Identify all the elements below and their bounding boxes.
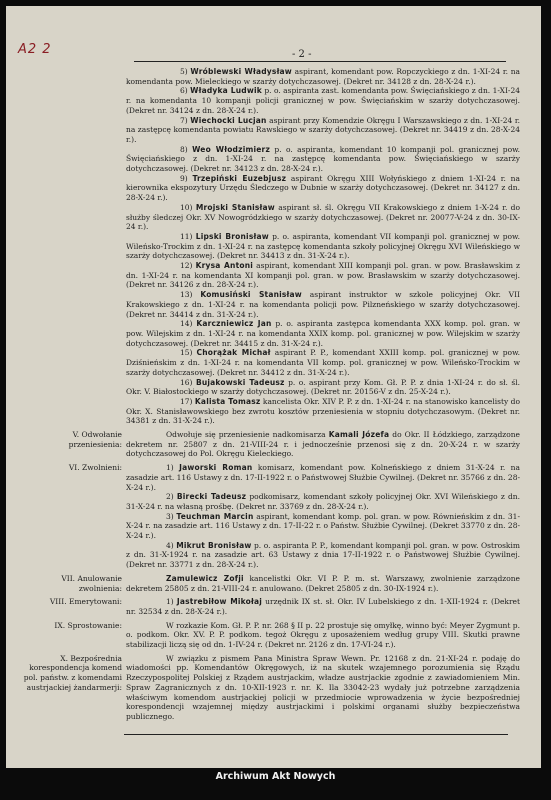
person-name: Zamulewicz Zofji bbox=[166, 573, 244, 583]
item-text: aspirant, komendant pow. Ropczyckiego z dn. 1-XI-24 r. na komendanta pow. Mieleckiego w szarży dotychczasowej. (Dekret nr. 34128 z dn. 28-X-24 r.). bbox=[126, 67, 520, 86]
item-text: p. o. aspiranta, komendant 10 kompanji pol. granicznej pow. Święciańskiego z dn. 1-XI-24 r. na zastępcę komendanta pow. Święciańskiego w szarży dotychczasowej. (Dekret nr. 34123 z dn. 28-X-24 r.). bbox=[126, 144, 521, 174]
list-item bbox=[126, 116, 520, 145]
person-name: Chorążak Michał bbox=[196, 348, 271, 358]
person-name: Kalista Tomasz bbox=[194, 396, 261, 406]
item-number: 14) bbox=[180, 319, 193, 329]
archive-footer: Archiwum Akt Nowych bbox=[215, 771, 336, 782]
item-number: 13) bbox=[180, 290, 193, 300]
person-name: Wróblewski Władysław bbox=[190, 67, 292, 76]
person-name: Krysa Antoni bbox=[195, 261, 254, 271]
person-name: Władyka Ludwik bbox=[190, 86, 262, 96]
paragraph-text: aspirant, komendant komp. pol. gran. w pow. Równieńskim z dn. 31-X-24 r. na zasadzie art. 116 Ustawy z dn. 17-II-22 r. o Państw. Służbie Cywilnej. (Dekret 33770 z dn. 28-X-24 r.). bbox=[126, 511, 520, 541]
item-text: aspirant przy Komendzie Okręgu I Warszawskiego z dn. 1-XI-24 r. na zastępcę komendanta powiatu Rawskiego w szarży dotychczasowej. (Dekret nr. 34419 z dn. 28-X-24 r.). bbox=[126, 115, 520, 144]
item-text: aspirant P. P., komendant XXIII komp. pol. granicznej w pow. Dziśnieńskim z dn. 1-XI-24 r. na komendanta VII komp. pol. granicznej w pow. Wileńsko-Trockim w szarży dotychczasowej. (Dekret nr. 34412 z dn. 31-X-24 r.). bbox=[126, 348, 520, 377]
item-text: aspirant, komendant XIII kompanji pol. gran. w pow. Brasławskim z dn. 1-XI-24 r. na komendanta XI kompanji pol. gran. w pow. Brasławskim w szarży dotychczasowej. (Dekret nr. 34126 z dn. 28-X-24 r.). bbox=[126, 261, 521, 290]
person-name: Komusiński Stanisław bbox=[200, 290, 302, 300]
section-paragraph bbox=[126, 463, 520, 492]
list-item bbox=[126, 319, 520, 348]
section-heading: X. Bezpośrednia korespondencja komend pol. państw. z komendami austrjackiej żandarmerji: bbox=[23, 653, 122, 692]
section-heading: VIII. Emerytowani: bbox=[49, 597, 122, 607]
section bbox=[18, 430, 520, 459]
list-item bbox=[126, 174, 520, 203]
top-rule bbox=[134, 61, 506, 62]
item-prefix: 3) bbox=[166, 511, 177, 521]
section-heading: VII. Anulowanie zwolnienia: bbox=[61, 573, 122, 593]
paragraph-text: kancelistki Okr. VI P. P. m. st. Warszawy, zwolnienie zarządzone dekretem 25805 z dn. 21-VIII-24 r. anulowano. (Dekret 25805 z dn. 30-IX-1924 r.). bbox=[126, 573, 520, 593]
transfer-list bbox=[126, 67, 520, 426]
section-paragraph bbox=[126, 512, 520, 541]
person-name: Birecki Tadeusz bbox=[176, 492, 247, 502]
item-number: 5) bbox=[180, 67, 188, 76]
item-text: aspirant Okręgu XIII Wołyńskiego z dniem 1-XI-24 r. na kierownika ekspozytury Urzędu Śledczego w Dubnie w szarży dotychczasowej. (Dekret nr. 34127 z dn. 28-X-24 r.). bbox=[126, 173, 520, 203]
list-item bbox=[126, 397, 520, 426]
item-text: aspirant instruktor w szkole policyjnej Okr. VII Krakowskiego z dn. 1-XI-24 r. na komendanta policji pow. Pilzneńskiego w szarży dotychczasowej. (Dekret nr. 34414 z dn. 31-X-24 r.). bbox=[126, 290, 520, 319]
person-name: Teuchman Marcin bbox=[176, 511, 254, 521]
list-item bbox=[126, 378, 520, 397]
pencil-annotation: A2 2 bbox=[18, 42, 52, 57]
list-item bbox=[126, 261, 520, 290]
list-item bbox=[126, 290, 520, 319]
item-prefix: Odwołuje się przeniesienie nadkomisarza bbox=[166, 430, 329, 440]
item-text: p. o. aspiranta zastępca komendanta XXX komp. pol. gran. w pow. Wilejskim z dn. 1-XI-24 r. na komendanta XXIX komp. pol. granicznej w pow. Wilejskim w szarży dotychczasowej. (Dekret nr. 34415 z dn. 31-X-24 r.). bbox=[126, 319, 520, 348]
item-prefix: 4) bbox=[166, 540, 177, 550]
item-text: kancelista Okr. XIV P. P. z dn. 1-XI-24 r. na stanowisko kancelisty do Okr. X. Stanisławowskiego bez zwrotu kosztów przeniesienia w stopniu dotychczasowym. (Dekret nr. 34381 z dn. 31-X-24 r.). bbox=[126, 396, 520, 426]
section-paragraph bbox=[126, 430, 520, 459]
section bbox=[18, 654, 520, 722]
paragraph-text: podkomisarz, komendant szkoły policyjnej Okr. XVI Wileńskiego z dn. 31-X-24 r. na własną prośbę. (Dekret nr. 33769 z dn. 28-X-24 r.). bbox=[126, 492, 520, 511]
item-number: 9) bbox=[180, 173, 188, 183]
person-name: Trzepiński Euzebjusz bbox=[192, 173, 287, 183]
list-item bbox=[126, 203, 520, 232]
item-number: 15) bbox=[180, 348, 193, 358]
item-number: 11) bbox=[180, 231, 193, 241]
section-paragraph bbox=[126, 492, 520, 511]
list-item bbox=[126, 67, 520, 86]
item-prefix: 1) bbox=[166, 463, 180, 473]
section-paragraph bbox=[126, 597, 520, 616]
section-body bbox=[126, 574, 520, 593]
list-item bbox=[126, 145, 520, 174]
item-prefix: 1) bbox=[166, 597, 177, 607]
section-heading: VI. Zwolnieni: bbox=[68, 463, 122, 473]
list-item bbox=[126, 86, 520, 115]
paragraph-text: W rozkazie Kom. Gł. P. P. nr. 268 § II p. 22 prostuje się omyłkę, winno być: Meyer Zygmunt p. o. podkom. Okr. XV. P. P. podkom. tegoż Okręgu z uposażeniem według grupy VIII. Skutki prawne stabilizacji liczą się od dn. 1-IV-24 r. (Dekret nr. 2126 z dn. 17-VI-24 r.). bbox=[126, 620, 520, 650]
section-body bbox=[126, 463, 520, 570]
section-body bbox=[126, 621, 520, 650]
item-number: 7) bbox=[180, 115, 188, 125]
item-prefix: 2) bbox=[166, 492, 177, 502]
paragraph-text: do Okr. II Łódzkiego, zarządzone dekretem nr. 25807 z dn. 21-VIII-24 r. i jednocześnie przenosi się z dn. 20-X-24 r. w szarży dotychczasowej do Pol. Okręgu Kieleckiego. bbox=[126, 430, 520, 459]
person-name: Jastrebiłow Mikołaj bbox=[176, 597, 262, 607]
person-name: Weo Włodzimierz bbox=[192, 144, 271, 154]
item-text: aspirant sł. śl. Okręgu VII Krakowskiego z dniem 1-X-24 r. do służby śledczej Okr. XV Nowogródzkiego w szarży dotychczasowej. (Dekret nr. 20077-V-24 z dn. 30-IX-24 r.). bbox=[126, 202, 520, 232]
item-number: 12) bbox=[180, 261, 193, 271]
section bbox=[18, 621, 520, 650]
person-name: Wiechocki Lucjan bbox=[190, 115, 267, 125]
section-paragraph bbox=[126, 654, 520, 722]
list-item bbox=[126, 348, 520, 377]
item-text: p. o. aspirant przy Kom. Gł. P. P. z dnia 1-XI-24 r. do sł. śl. Okr. V. Białostockiego w szarży dotychczasowej. (Dekret nr. 20156-V z dn. 25-X-24 r.). bbox=[126, 377, 520, 397]
section bbox=[18, 574, 520, 593]
item-text: p. o. aspiranta, komendant VII kompanji pol. granicznej w pow. Wileńsko-Trockim z dn. 1-XI-24 r. na zastępcę komendanta szkoły policyjnej Okręgu XVI Wileńskiego w szarży dotychczasowej. (Dekret nr. 34413 z dn. 31-X-24 r.). bbox=[126, 231, 520, 261]
item-number: 17) bbox=[180, 396, 193, 406]
item-number: 6) bbox=[180, 86, 188, 96]
item-text: p. o. aspiranta zast. komendanta pow. Święciańskiego z dn. 1-XI-24 r. na komendanta 10 kompanji policji granicznej w pow. Święciańskim w szarży dotychczasowej. (Dekret nr. 34124 z dn. 28-X-24 r.). bbox=[126, 86, 521, 115]
bottom-rule bbox=[124, 734, 508, 735]
document-page bbox=[6, 6, 541, 768]
page-number: - 2 - bbox=[292, 49, 312, 60]
person-name: Mrojski Stanisław bbox=[195, 202, 275, 212]
person-name: Karczniewicz Jan bbox=[196, 319, 272, 329]
section-body bbox=[126, 430, 520, 459]
person-name: Bujakowski Tadeusz bbox=[195, 377, 285, 387]
section-paragraph bbox=[126, 574, 520, 593]
person-name: Lipski Bronisław bbox=[195, 231, 269, 241]
person-name: Jaworski Roman bbox=[179, 463, 253, 473]
document-body bbox=[18, 67, 520, 722]
paragraph-text: W związku z pismem Pana Ministra Spraw Wewn. Pr. 12168 z dn. 21-XI-24 r. podaję do wiadomości pp. Komendantów Okręgowych, iż na skutek wzajemnego porozumienia się Rządu Rzeczypospolitej Polskiej z Rządem austrjackim, władze austrjackie zgodnie z zawiadomieniem Min. Spraw Zagranicznych z dn. 10-XII-1923 r. nr. K. Ila 33042-23 wydały już potrzebne zarządzenia właściwym komendom austrjackiej policji w przedmiocie wprowadzenia w życie bezpośredniej korespondencji wzajemnej między austrjackimi i polskimi organami służby bezpieczeństwa publicznego. bbox=[126, 653, 520, 721]
section-body bbox=[126, 597, 520, 616]
person-name: Mikrut Bronisław bbox=[176, 540, 252, 550]
item-number: 16) bbox=[180, 377, 193, 387]
list-item bbox=[126, 232, 520, 261]
section-heading: V. Odwołanie przeniesienia: bbox=[68, 430, 122, 449]
section-body bbox=[126, 654, 520, 722]
section bbox=[18, 597, 520, 616]
paragraph-text: urzędnik IX st. sł. Okr. IV Lubelskiego z dn. 1-XII-1924 r. (Dekret nr. 32534 z dn. 28-X-24 r.). bbox=[126, 597, 520, 616]
section-heading: IX. Sprostowanie: bbox=[54, 620, 122, 630]
section-paragraph bbox=[126, 541, 520, 570]
person-name: Kamali Józefa bbox=[328, 430, 390, 440]
item-number: 8) bbox=[180, 144, 188, 154]
item-number: 10) bbox=[180, 202, 193, 212]
section-transfers bbox=[18, 67, 520, 426]
section bbox=[18, 463, 520, 570]
paragraph-text: p. o. aspiranta P. P., komendant kompanji pol. gran. w pow. Ostroskim z dn. 31-X-1924 r. na zasadzie art. 63 Ustawy z dnia 17-II-1922 r. o Państwowej Służbie Cywilnej. (Dekret nr. 33771 z dn. 28-X-24 r.). bbox=[126, 540, 520, 570]
paragraph-text: komisarz, komendant pow. Kolneńskiego z dniem 31-X-24 r. na zasadzie art. 116 Ustawy z dn. 17-II-1922 r. o Państwowej Służbie Cywilnej. (Dekret nr. 35766 z dn. 28-X-24 r.). bbox=[126, 463, 520, 492]
section-paragraph bbox=[126, 621, 520, 650]
numbered-sections bbox=[18, 426, 520, 722]
